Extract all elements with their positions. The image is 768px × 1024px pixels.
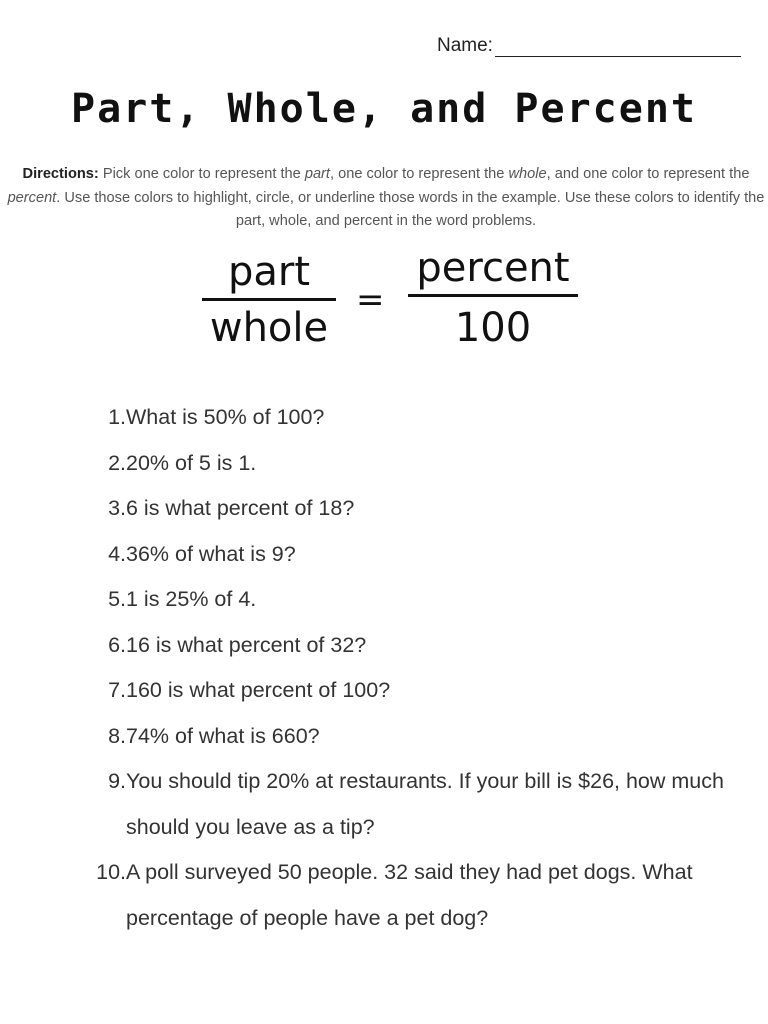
problem-number: 5.	[108, 587, 126, 611]
directions-whole-word: whole	[508, 166, 547, 182]
problem-text: A poll surveyed 50 people. 32 said they had pet dogs. What percentage of people have a pet dog?	[126, 860, 693, 930]
directions-text-4: . Use those colors to highlight, circle, or underline those words in the example. Use these colors to identify the part, whole, and percent in the word problems.	[56, 189, 765, 229]
problem-text: 16 is what percent of 32?	[126, 632, 367, 657]
left-fraction-bar	[202, 298, 336, 301]
problem-item	[92, 532, 732, 578]
formula-part: part	[227, 249, 311, 295]
problem-text: 36% of what is 9?	[126, 541, 296, 566]
page-title: Part, Whole, and Percent	[71, 86, 697, 132]
problem-item	[92, 623, 732, 669]
right-fraction-bar	[408, 294, 578, 297]
problem-number: 2.	[108, 450, 126, 475]
name-blank-line[interactable]	[495, 34, 741, 57]
problem-number: 7.	[108, 678, 126, 702]
name-label: Name:	[437, 35, 493, 56]
problem-text: You should tip 20% at restaurants. If your bill is $26, how much should you leave as a tip?	[126, 769, 724, 839]
directions-text-2: , one color to represent the	[329, 166, 509, 182]
problem-item	[92, 577, 732, 623]
problem-number: 1.	[108, 405, 126, 429]
problem-number: 9.	[108, 769, 126, 793]
problem-number: 10.	[96, 860, 126, 884]
problem-item	[92, 441, 732, 487]
formula-percent: percent	[416, 245, 570, 291]
problem-item	[92, 759, 732, 850]
problem-list	[92, 395, 732, 941]
problem-item	[92, 668, 732, 714]
directions-paragraph	[4, 163, 768, 234]
formula-equals: =	[356, 280, 385, 320]
problem-text: What is 50% of 100?	[126, 405, 325, 429]
problem-number: 4.	[108, 541, 126, 566]
directions-percent-word: percent	[7, 189, 57, 206]
problem-number: 6.	[108, 632, 126, 657]
problem-number: 3.	[108, 496, 126, 520]
problem-item	[92, 714, 732, 760]
problem-item	[92, 486, 732, 532]
problem-text: 20% of 5 is 1.	[126, 450, 257, 475]
directions-part-word: part	[304, 166, 330, 182]
problem-text: 74% of what is 660?	[126, 723, 320, 748]
directions-text-1: Pick one color to represent the	[98, 166, 305, 182]
problem-item	[92, 395, 732, 441]
problem-text: 1 is 25% of 4.	[126, 587, 257, 611]
formula-whole: whole	[209, 305, 329, 351]
problem-item	[92, 850, 732, 941]
formula-hundred: 100	[454, 305, 532, 351]
problem-number: 8.	[108, 723, 126, 748]
problem-text: 160 is what percent of 100?	[126, 678, 391, 702]
problem-text: 6 is what percent of 18?	[126, 496, 355, 520]
name-field	[437, 34, 741, 57]
directions-text-3: , and one color to represent the	[546, 166, 750, 182]
directions-label: Directions:	[22, 166, 99, 182]
